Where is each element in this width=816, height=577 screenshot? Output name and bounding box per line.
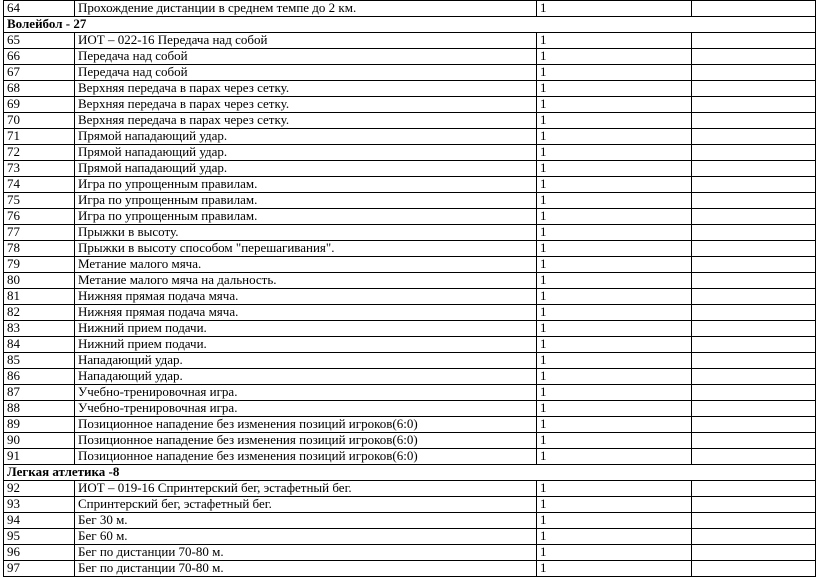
lesson-topic-cell: Прямой нападающий удар. bbox=[75, 145, 537, 161]
hours-cell: 1 bbox=[537, 337, 692, 353]
table-row bbox=[4, 449, 816, 465]
lesson-number-cell: 96 bbox=[4, 545, 75, 561]
hours-cell: 1 bbox=[537, 1, 692, 17]
notes-cell bbox=[692, 417, 816, 433]
table-row bbox=[4, 33, 816, 49]
table-row bbox=[4, 433, 816, 449]
lesson-number-cell: 67 bbox=[4, 65, 75, 81]
notes-cell bbox=[692, 177, 816, 193]
lesson-number-cell: 64 bbox=[4, 1, 75, 17]
lesson-topic-cell: Учебно-тренировочная игра. bbox=[75, 385, 537, 401]
table-row bbox=[4, 401, 816, 417]
lesson-number-cell: 90 bbox=[4, 433, 75, 449]
table-row bbox=[4, 129, 816, 145]
table-row bbox=[4, 145, 816, 161]
lesson-topic-cell: Игра по упрощенным правилам. bbox=[75, 209, 537, 225]
notes-cell bbox=[692, 257, 816, 273]
table-row bbox=[4, 353, 816, 369]
hours-cell: 1 bbox=[537, 289, 692, 305]
table-row bbox=[4, 529, 816, 545]
table-row bbox=[4, 113, 816, 129]
notes-cell bbox=[692, 289, 816, 305]
lesson-topic-cell: Игра по упрощенным правилам. bbox=[75, 193, 537, 209]
table-row bbox=[4, 193, 816, 209]
notes-cell bbox=[692, 497, 816, 513]
hours-cell: 1 bbox=[537, 49, 692, 65]
table-row bbox=[4, 209, 816, 225]
table-row bbox=[4, 241, 816, 257]
hours-cell: 1 bbox=[537, 65, 692, 81]
lesson-topic-cell: Метание малого мяча на дальность. bbox=[75, 273, 537, 289]
table-row bbox=[4, 545, 816, 561]
hours-cell: 1 bbox=[537, 353, 692, 369]
hours-cell: 1 bbox=[537, 273, 692, 289]
hours-cell: 1 bbox=[537, 161, 692, 177]
table-row bbox=[4, 177, 816, 193]
notes-cell bbox=[692, 65, 816, 81]
lesson-topic-cell: Нижний прием подачи. bbox=[75, 337, 537, 353]
lesson-number-cell: 68 bbox=[4, 81, 75, 97]
lesson-topic-cell: Бег 30 м. bbox=[75, 513, 537, 529]
hours-cell: 1 bbox=[537, 193, 692, 209]
hours-cell: 1 bbox=[537, 529, 692, 545]
lesson-number-cell: 77 bbox=[4, 225, 75, 241]
lesson-number-cell: 88 bbox=[4, 401, 75, 417]
table-row bbox=[4, 65, 816, 81]
lesson-topic-cell: Нападающий удар. bbox=[75, 369, 537, 385]
lesson-topic-cell: Нападающий удар. bbox=[75, 353, 537, 369]
hours-cell: 1 bbox=[537, 497, 692, 513]
notes-cell bbox=[692, 145, 816, 161]
hours-cell: 1 bbox=[537, 417, 692, 433]
table-row bbox=[4, 305, 816, 321]
lesson-topic-cell: Нижний прием подачи. bbox=[75, 321, 537, 337]
lesson-topic-cell: Нижняя прямая подача мяча. bbox=[75, 289, 537, 305]
lesson-topic-cell: Игра по упрощенным правилам. bbox=[75, 177, 537, 193]
lesson-topic-cell: Позиционное нападение без изменения позиций игроков(6:0) bbox=[75, 433, 537, 449]
notes-cell bbox=[692, 113, 816, 129]
lesson-topic-cell: Бег по дистанции 70-80 м. bbox=[75, 545, 537, 561]
lesson-topic-cell: Передача над собой bbox=[75, 49, 537, 65]
table-row bbox=[4, 161, 816, 177]
notes-cell bbox=[692, 129, 816, 145]
lesson-topic-cell: Нижняя прямая подача мяча. bbox=[75, 305, 537, 321]
table-row bbox=[4, 337, 816, 353]
section-title: Волейбол - 27 bbox=[4, 17, 816, 33]
notes-cell bbox=[692, 241, 816, 257]
hours-cell: 1 bbox=[537, 97, 692, 113]
table-row bbox=[4, 49, 816, 65]
lesson-topic-cell: Прыжки в высоту способом "перешагивания". bbox=[75, 241, 537, 257]
lesson-topic-cell: Позиционное нападение без изменения позиций игроков(6:0) bbox=[75, 417, 537, 433]
lesson-number-cell: 87 bbox=[4, 385, 75, 401]
table-row bbox=[4, 321, 816, 337]
lesson-number-cell: 65 bbox=[4, 33, 75, 49]
table-row bbox=[4, 385, 816, 401]
lesson-number-cell: 75 bbox=[4, 193, 75, 209]
lesson-topic-cell: Прохождение дистанции в среднем темпе до 2 км. bbox=[75, 1, 537, 17]
hours-cell: 1 bbox=[537, 145, 692, 161]
notes-cell bbox=[692, 449, 816, 465]
hours-cell: 1 bbox=[537, 257, 692, 273]
hours-cell: 1 bbox=[537, 369, 692, 385]
lesson-topic-cell: Верхняя передача в парах через сетку. bbox=[75, 97, 537, 113]
lesson-plan-table bbox=[3, 0, 816, 577]
lesson-number-cell: 85 bbox=[4, 353, 75, 369]
notes-cell bbox=[692, 1, 816, 17]
lesson-number-cell: 78 bbox=[4, 241, 75, 257]
lesson-number-cell: 66 bbox=[4, 49, 75, 65]
section-header-row bbox=[4, 465, 816, 481]
lesson-topic-cell: ИОТ – 019-16 Спринтерский бег, эстафетный бег. bbox=[75, 481, 537, 497]
notes-cell bbox=[692, 305, 816, 321]
hours-cell: 1 bbox=[537, 241, 692, 257]
lesson-number-cell: 84 bbox=[4, 337, 75, 353]
table-row bbox=[4, 273, 816, 289]
lesson-number-cell: 95 bbox=[4, 529, 75, 545]
notes-cell bbox=[692, 481, 816, 497]
lesson-number-cell: 71 bbox=[4, 129, 75, 145]
lesson-number-cell: 97 bbox=[4, 561, 75, 577]
hours-cell: 1 bbox=[537, 177, 692, 193]
hours-cell: 1 bbox=[537, 433, 692, 449]
lesson-number-cell: 79 bbox=[4, 257, 75, 273]
hours-cell: 1 bbox=[537, 113, 692, 129]
lesson-number-cell: 82 bbox=[4, 305, 75, 321]
hours-cell: 1 bbox=[537, 305, 692, 321]
notes-cell bbox=[692, 161, 816, 177]
hours-cell: 1 bbox=[537, 209, 692, 225]
lesson-topic-cell: Прямой нападающий удар. bbox=[75, 161, 537, 177]
table-row bbox=[4, 289, 816, 305]
lesson-number-cell: 70 bbox=[4, 113, 75, 129]
notes-cell bbox=[692, 81, 816, 97]
notes-cell bbox=[692, 545, 816, 561]
table-row bbox=[4, 417, 816, 433]
hours-cell: 1 bbox=[537, 33, 692, 49]
table-row bbox=[4, 369, 816, 385]
section-header-row bbox=[4, 17, 816, 33]
lesson-topic-cell: Передача над собой bbox=[75, 65, 537, 81]
notes-cell bbox=[692, 353, 816, 369]
lesson-number-cell: 74 bbox=[4, 177, 75, 193]
table-row bbox=[4, 481, 816, 497]
table-row bbox=[4, 81, 816, 97]
table-row bbox=[4, 97, 816, 113]
table-row bbox=[4, 1, 816, 17]
lesson-topic-cell: Верхняя передача в парах через сетку. bbox=[75, 81, 537, 97]
section-title: Легкая атлетика -8 bbox=[4, 465, 816, 481]
notes-cell bbox=[692, 97, 816, 113]
lesson-topic-cell: Бег 60 м. bbox=[75, 529, 537, 545]
lesson-plan-body bbox=[4, 1, 816, 577]
hours-cell: 1 bbox=[537, 81, 692, 97]
lesson-topic-cell: ИОТ – 022-16 Передача над собой bbox=[75, 33, 537, 49]
lesson-number-cell: 91 bbox=[4, 449, 75, 465]
lesson-number-cell: 89 bbox=[4, 417, 75, 433]
notes-cell bbox=[692, 513, 816, 529]
lesson-topic-cell: Прыжки в высоту. bbox=[75, 225, 537, 241]
hours-cell: 1 bbox=[537, 129, 692, 145]
notes-cell bbox=[692, 209, 816, 225]
lesson-number-cell: 72 bbox=[4, 145, 75, 161]
lesson-number-cell: 80 bbox=[4, 273, 75, 289]
hours-cell: 1 bbox=[537, 321, 692, 337]
hours-cell: 1 bbox=[537, 481, 692, 497]
notes-cell bbox=[692, 369, 816, 385]
lesson-number-cell: 69 bbox=[4, 97, 75, 113]
notes-cell bbox=[692, 225, 816, 241]
hours-cell: 1 bbox=[537, 401, 692, 417]
lesson-topic-cell: Прямой нападающий удар. bbox=[75, 129, 537, 145]
lesson-number-cell: 81 bbox=[4, 289, 75, 305]
lesson-topic-cell: Позиционное нападение без изменения позиций игроков(6:0) bbox=[75, 449, 537, 465]
table-row bbox=[4, 513, 816, 529]
lesson-topic-cell: Бег по дистанции 70-80 м. bbox=[75, 561, 537, 577]
lesson-number-cell: 83 bbox=[4, 321, 75, 337]
lesson-number-cell: 73 bbox=[4, 161, 75, 177]
notes-cell bbox=[692, 433, 816, 449]
table-row bbox=[4, 257, 816, 273]
notes-cell bbox=[692, 49, 816, 65]
notes-cell bbox=[692, 273, 816, 289]
lesson-topic-cell: Верхняя передача в парах через сетку. bbox=[75, 113, 537, 129]
notes-cell bbox=[692, 529, 816, 545]
notes-cell bbox=[692, 561, 816, 577]
lesson-number-cell: 86 bbox=[4, 369, 75, 385]
notes-cell bbox=[692, 337, 816, 353]
table-row bbox=[4, 497, 816, 513]
notes-cell bbox=[692, 193, 816, 209]
hours-cell: 1 bbox=[537, 449, 692, 465]
lesson-topic-cell: Метание малого мяча. bbox=[75, 257, 537, 273]
lesson-topic-cell: Спринтерский бег, эстафетный бег. bbox=[75, 497, 537, 513]
notes-cell bbox=[692, 401, 816, 417]
lesson-number-cell: 92 bbox=[4, 481, 75, 497]
notes-cell bbox=[692, 33, 816, 49]
table-row bbox=[4, 225, 816, 241]
lesson-number-cell: 93 bbox=[4, 497, 75, 513]
lesson-number-cell: 94 bbox=[4, 513, 75, 529]
hours-cell: 1 bbox=[537, 545, 692, 561]
lesson-number-cell: 76 bbox=[4, 209, 75, 225]
notes-cell bbox=[692, 321, 816, 337]
table-row bbox=[4, 561, 816, 577]
hours-cell: 1 bbox=[537, 561, 692, 577]
lesson-topic-cell: Учебно-тренировочная игра. bbox=[75, 401, 537, 417]
hours-cell: 1 bbox=[537, 513, 692, 529]
hours-cell: 1 bbox=[537, 225, 692, 241]
hours-cell: 1 bbox=[537, 385, 692, 401]
notes-cell bbox=[692, 385, 816, 401]
